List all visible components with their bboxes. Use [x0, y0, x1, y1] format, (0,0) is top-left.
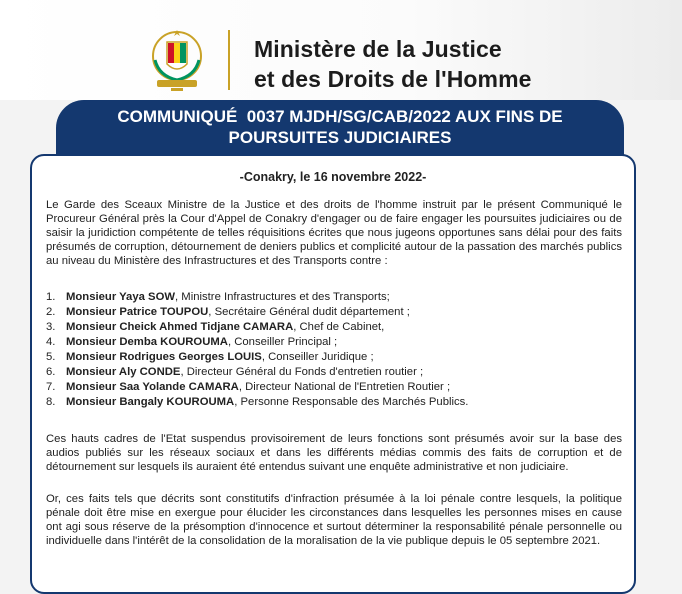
person-role: , Personne Responsable des Marchés Publics. [234, 396, 469, 408]
suspension-paragraph: Ces hauts cadres de l'Etat suspendus provisoirement de leurs fonctions sont présumés avoir sur la base des audios publiés sur les réseaux sociaux et dans les différents médias commis des faits de corruption et de détournement sur lesquels ils auraient été entendus suivant une enquête administrative et non judiciaire. [46, 433, 622, 473]
person-role: , Conseiller Principal ; [227, 336, 338, 348]
person-name: Monsieur Saa Yolande CAMARA [66, 381, 239, 393]
list-number: 2. [46, 306, 56, 318]
person-name: Monsieur Yaya SOW [66, 291, 176, 303]
person-role: , Conseiller Juridique ; [261, 351, 374, 363]
list-item [46, 290, 622, 305]
list-number: 3. [46, 321, 56, 333]
legal-basis-paragraph: Or, ces faits tels que décrits sont constitutifs d'infraction présumée à la loi pénale contre lesquels, la politique pénale doit être mise en exergue pour élucider les circonstances dans lesquelles les personnes mises en cause ont agi sous réserve de la présomption d'innocence et surtout déterminer la responsabilité pénale personnelle ou individuelle dans l'intérêt de la consolidation de la moralisation de la vie publique depuis le 05 septembre 2021. [46, 493, 622, 547]
communique-body [30, 154, 636, 594]
communique-banner [56, 100, 624, 156]
person-name: Monsieur Rodrigues Georges LOUIS [66, 351, 262, 363]
list-number: 5. [46, 351, 56, 363]
intro-paragraph: Le Garde des Sceaux Ministre de la Justice et des droits de l'homme instruit par le présent Communiqué le Procureur Général près la Cour d'Appel de Conakry d'engager ou de faire engager les poursuites judiciaires ou de saisir la juridiction compétente de telles réquisitions écrites que nous jugeons opportunes sans délai pour des faits présumés de corruption, détournement de deniers publics et complicité autour de la passation des marchés publics au niveau du Ministère des Infrastructures et des Transports contre : [46, 199, 622, 267]
coat-of-arms-icon [143, 24, 211, 94]
list-item [46, 320, 622, 335]
person-role: , Secrétaire Général dudit département ; [208, 306, 410, 318]
person-name: Monsieur Bangaly KOUROUMA [66, 396, 235, 408]
person-role: , Ministre Infrastructures et des Transports; [175, 291, 390, 303]
list-item [46, 380, 622, 395]
list-item [46, 335, 622, 350]
list-number: 4. [46, 336, 56, 348]
list-item [46, 365, 622, 380]
person-role: , Directeur National de l'Entretien Routier ; [238, 381, 451, 393]
person-name: Monsieur Cheick Ahmed Tidjane CAMARA [66, 321, 294, 333]
person-role: , Directeur Général du Fonds d'entretien routier ; [180, 366, 424, 378]
letterhead [0, 0, 682, 100]
person-name: Monsieur Aly CONDE [66, 366, 181, 378]
person-name: Monsieur Demba KOUROUMA [66, 336, 228, 348]
list-item [46, 395, 622, 410]
communique-title-line1: COMMUNIQUÉ 0037 MJDH/SG/CAB/2022 AUX FINS DE [117, 107, 563, 126]
header-divider [228, 30, 230, 90]
person-name: Monsieur Patrice TOUPOU [66, 306, 209, 318]
list-item [46, 350, 622, 365]
communique-title [56, 106, 624, 148]
accused-list [46, 290, 622, 410]
ministry-line1: Ministère de la Justice [254, 36, 502, 62]
person-role: , Chef de Cabinet, [293, 321, 385, 333]
list-number: 6. [46, 366, 56, 378]
ministry-title [254, 34, 532, 94]
list-number: 8. [46, 396, 56, 408]
list-number: 7. [46, 381, 56, 393]
dateline: -Conakry, le 16 novembre 2022- [239, 170, 427, 184]
communique-title-line2: POURSUITES JUDICIAIRES [228, 128, 452, 147]
ministry-line2: et des Droits de l'Homme [254, 66, 532, 92]
list-item [46, 305, 622, 320]
list-number: 1. [46, 291, 56, 303]
